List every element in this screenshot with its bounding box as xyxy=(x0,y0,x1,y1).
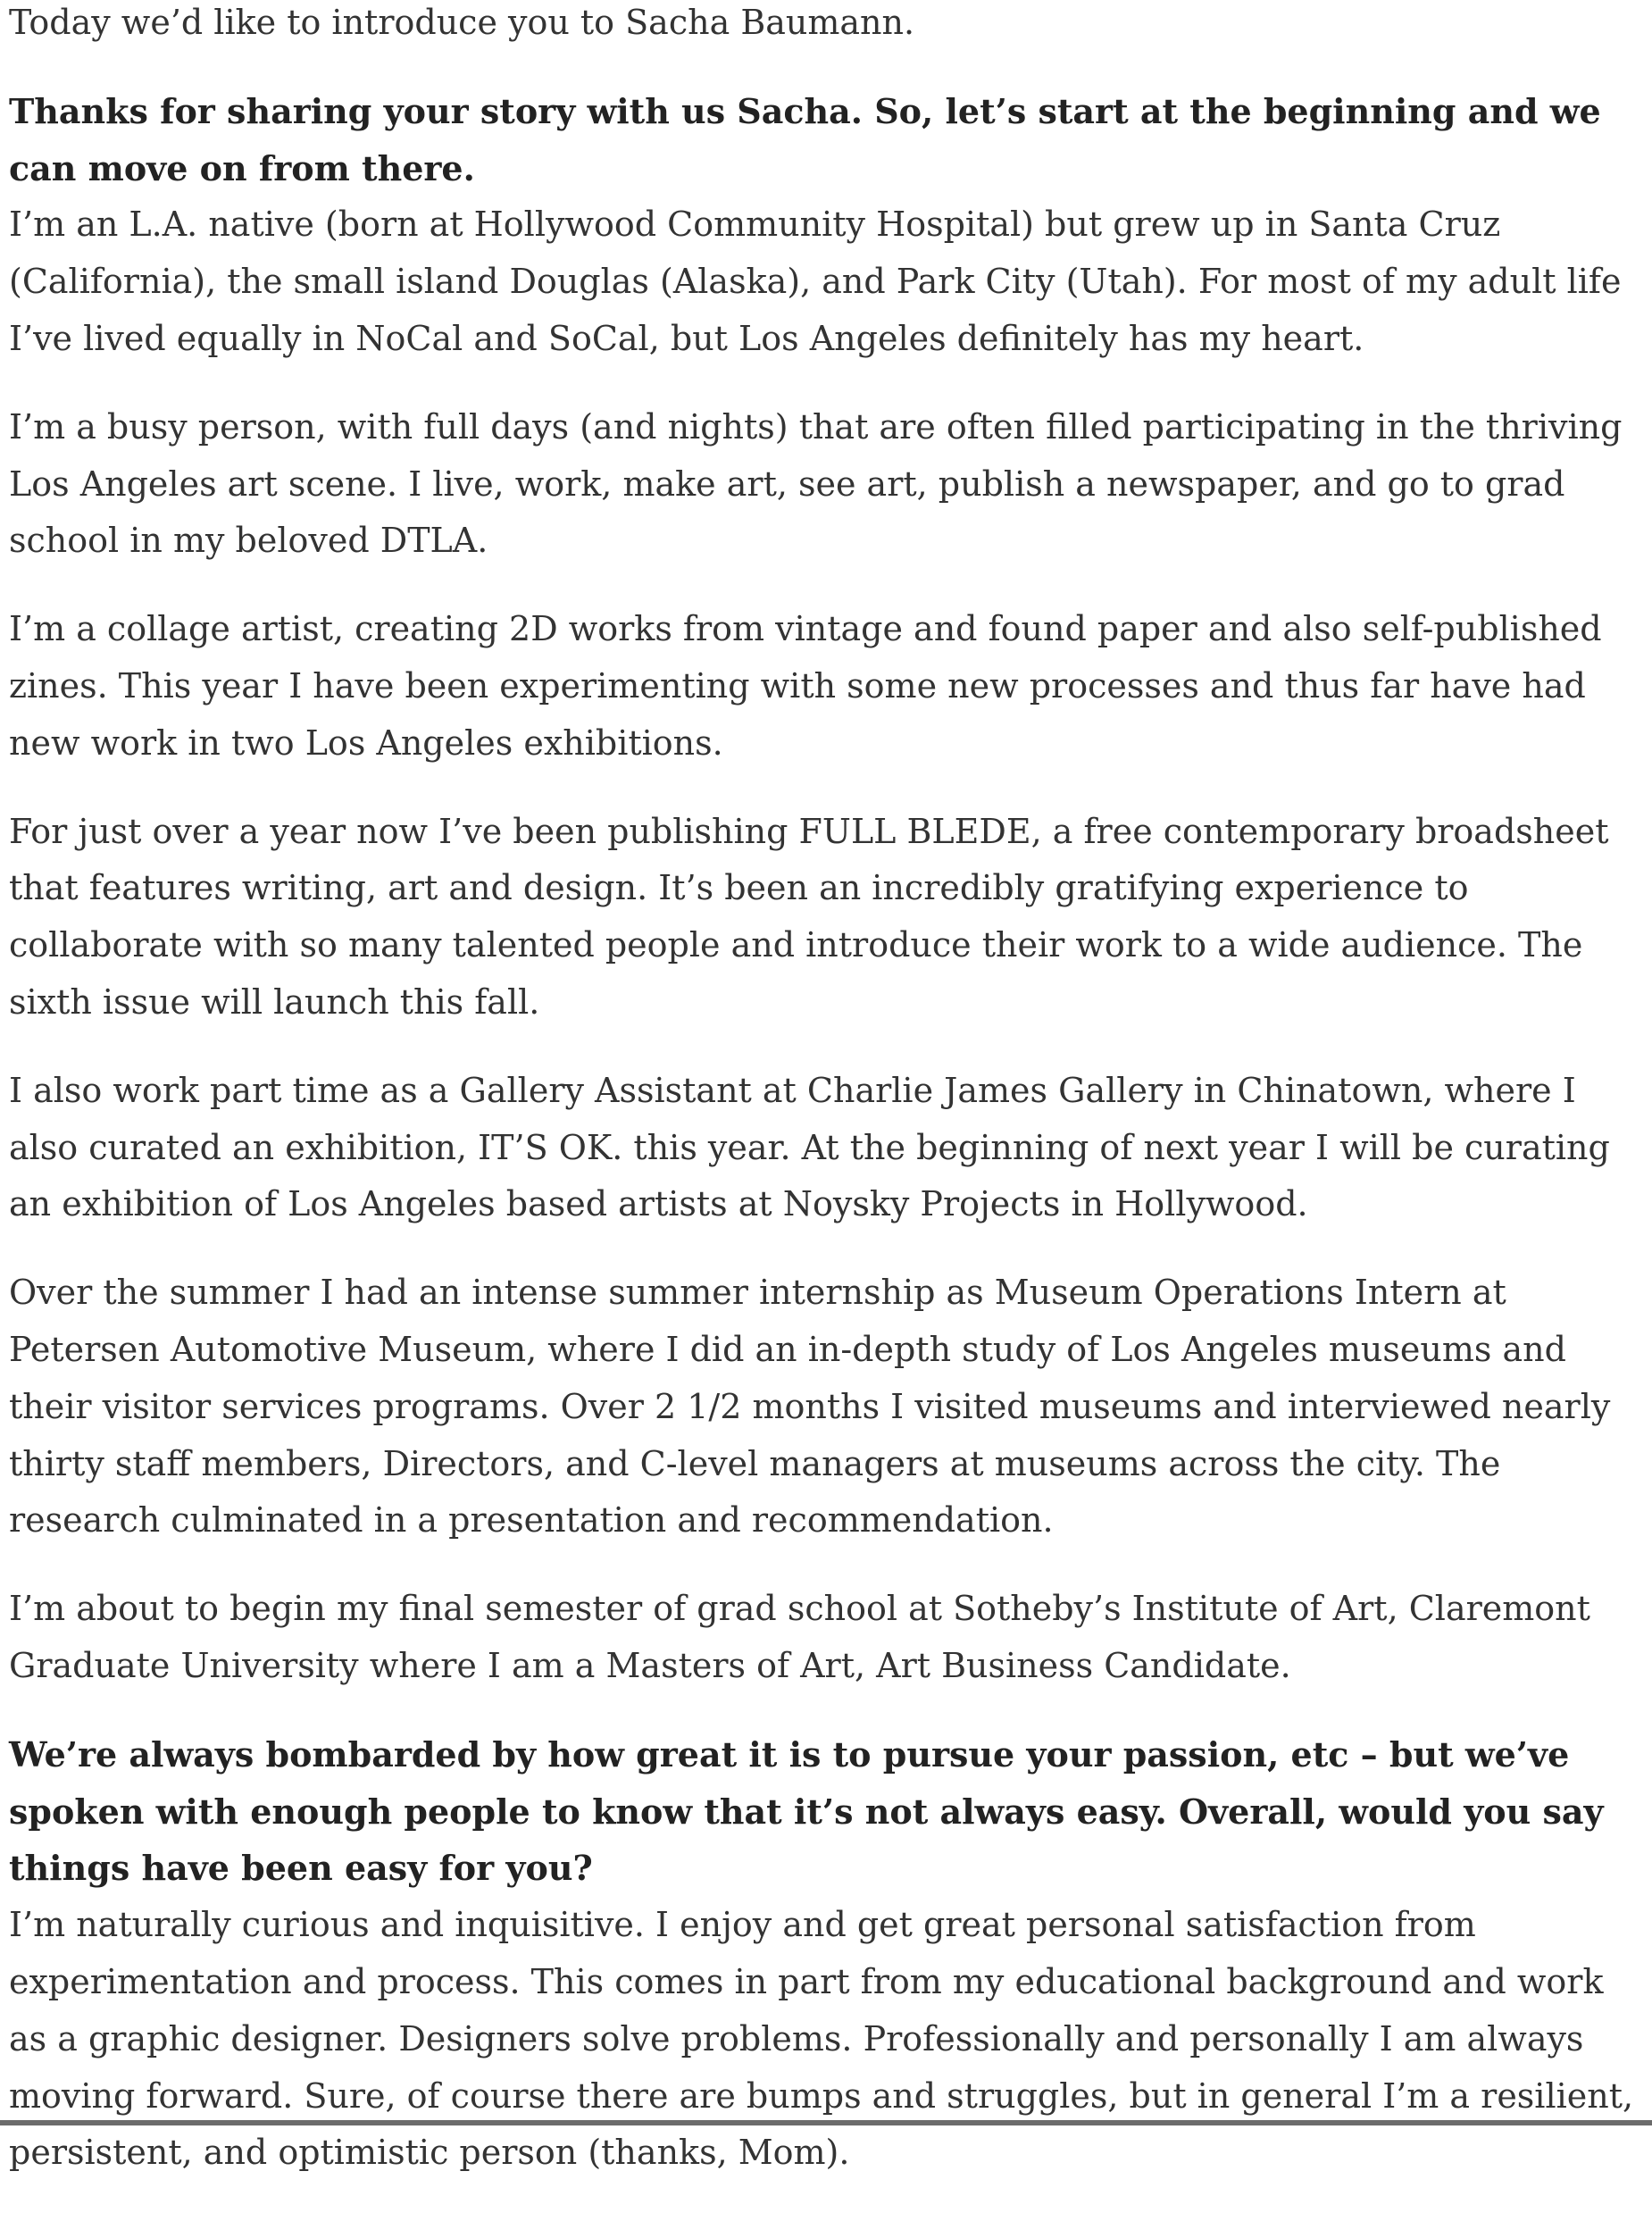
interview-question-2: We’re always bombarded by how great it is to pursue your passion, etc – but we’ve spoken with enough people to know that it’s not always easy. Overall, would you say things have been easy for you? xyxy=(9,1733,1604,1889)
answer-paragraph: For just over a year now I’ve been publishing FULL BLEDE, a free contemporary broadsheet that features writing, art and design. It’s been an incredibly gratifying experience to collaborate with so many talented people and introduce their work to a wide audience. The sixth issue will launch this fall. xyxy=(9,811,1609,1022)
answer-paragraph: I’m naturally curious and inquisitive. I enjoy and get great personal satisfaction from experimentation and process. This comes in part from my educational background and work as a graphic designer. Designers solve problems. Professionally and personally I am always moving forward. Sure, of course there are bumps and struggles, but in general I’m a resilient, persistent, and optimistic person (thanks, Mom). xyxy=(9,1905,1634,2173)
bottom-divider xyxy=(0,2120,1652,2125)
answer-paragraph: I’m a collage artist, creating 2D works from vintage and found paper and also self-published zines. This year I have been experimenting with some new processes and thus far have had new work in two Los Angeles exhibitions. xyxy=(9,609,1602,763)
intro-paragraph: Today we’d like to introduce you to Sacha Baumann. xyxy=(9,3,915,42)
answer-paragraph: I’m about to begin my final semester of grad school at Sotheby’s Institute of Art, Claremont Graduate University where I am a Masters of Art, Art Business Candidate. xyxy=(9,1589,1590,1685)
article-body xyxy=(9,0,1648,2213)
answer-paragraph: I’m an L.A. native (born at Hollywood Community Hospital) but grew up in Santa Cruz (California), the small island Douglas (Alaska), and Park City (Utah). For most of my adult life I’ve lived equally in NoCal and SoCal, but Los Angeles definitely has my heart. xyxy=(9,205,1622,358)
answer-paragraph: Over the summer I had an intense summer internship as Museum Operations Intern at Petersen Automotive Museum, where I did an in-depth study of Los Angeles museums and their visitor services programs. Over 2 1/2 months I visited museums and interviewed nearly thirty staff members, Directors, and C-level managers at museums across the city. The research culminated in a presentation and recommendation. xyxy=(9,1273,1611,1541)
answer-paragraph: I also work part time as a Gallery Assistant at Charlie James Gallery in Chinatown, where I also curated an exhibition, IT’S OK. this year. At the beginning of next year I will be curating an exhibition of Los Angeles based artists at Noysky Projects in Hollywood. xyxy=(9,1070,1610,1224)
answer-paragraph: I’m a busy person, with full days (and nights) that are often filled participating in the thriving Los Angeles art scene. I live, work, make art, see art, publish a newspaper, and go to grad school in my beloved DTLA. xyxy=(9,406,1623,561)
interview-question-1: Thanks for sharing your story with us Sacha. So, let’s start at the beginning and we can move on from there. xyxy=(9,90,1601,188)
